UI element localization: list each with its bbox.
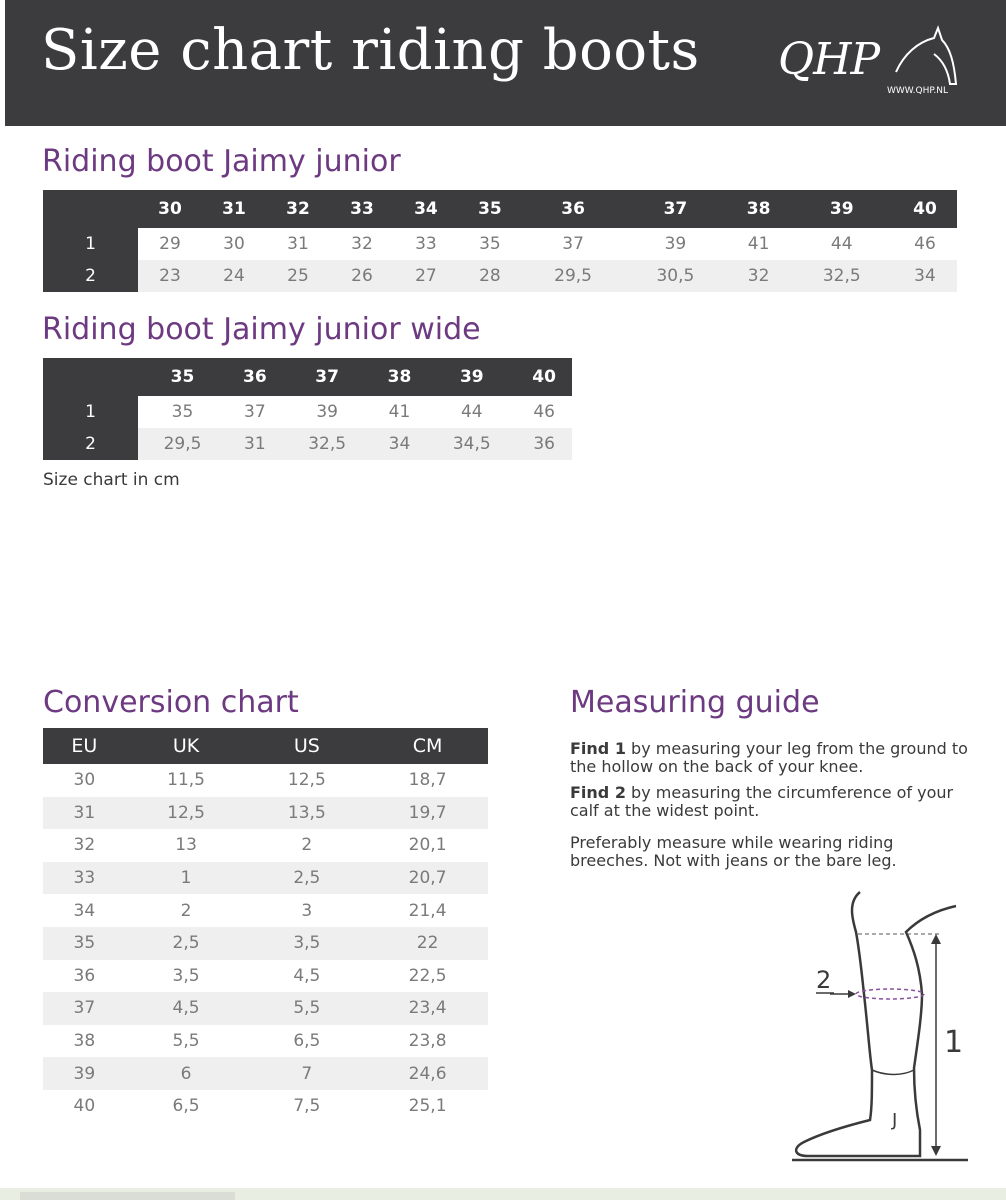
size-header-cell: 35 xyxy=(138,358,227,396)
size-header-cell: 39 xyxy=(791,190,893,228)
measurement-cell: 34,5 xyxy=(427,428,516,460)
conversion-cell: 18,7 xyxy=(408,770,447,791)
measurement-row xyxy=(43,396,572,428)
conversion-cell: 5,5 xyxy=(172,1031,200,1052)
conversion-row xyxy=(43,1025,488,1058)
measurement-cell: 31 xyxy=(227,428,283,460)
find-1-instruction xyxy=(570,740,970,776)
measurement-cell: 35 xyxy=(171,402,194,422)
conversion-cell: 3,5 xyxy=(172,965,200,986)
size-header-cell: 31 xyxy=(202,190,266,228)
conversion-cell: 25,1 xyxy=(408,1096,447,1117)
conversion-cell: 12,5 xyxy=(287,770,326,791)
measurement-cell: 29 xyxy=(159,234,181,254)
logo-text: QHP xyxy=(778,34,880,85)
conversion-cell: 4,5 xyxy=(126,992,247,1025)
size-header-row xyxy=(43,190,957,228)
jaimy-junior-wide-title: Riding boot Jaimy junior wide xyxy=(42,312,481,347)
qhp-logo xyxy=(778,24,958,104)
size-header-cell: 37 xyxy=(283,358,372,396)
find-2-label: Find 2 xyxy=(570,783,626,802)
conversion-cell: 11,5 xyxy=(167,770,205,791)
conversion-cell: 3 xyxy=(301,900,313,921)
jaimy-junior-table xyxy=(43,190,957,292)
find-2-instruction xyxy=(570,784,970,820)
conversion-cell: 37 xyxy=(43,992,126,1025)
measurement-cell: 35 xyxy=(479,234,501,254)
measuring-guide-text xyxy=(570,740,970,878)
measurement-cell: 32,5 xyxy=(283,428,372,460)
size-header-row xyxy=(43,358,572,396)
conversion-cell: 7 xyxy=(246,1057,367,1090)
size-header-cell: 34 xyxy=(394,190,458,228)
size-header-cell: 35 xyxy=(458,190,522,228)
conversion-row xyxy=(43,764,488,797)
measurement-cell: 41 xyxy=(388,402,411,422)
conversion-cell: 31 xyxy=(43,797,126,830)
measurement-cell: 27 xyxy=(394,260,458,292)
measurement-cell: 32,5 xyxy=(791,260,893,292)
size-header-cell: 38 xyxy=(372,358,428,396)
conversion-row xyxy=(43,797,488,830)
conversion-row xyxy=(43,829,488,862)
measurement-row xyxy=(43,228,957,260)
size-header-cell: 30 xyxy=(138,190,202,228)
conversion-cell: 24,6 xyxy=(367,1057,488,1090)
conversion-row xyxy=(43,1057,488,1090)
conversion-row xyxy=(43,862,488,895)
conversion-cell: 21,4 xyxy=(408,900,447,921)
conversion-header-cell: CM xyxy=(367,728,488,764)
measurement-cell: 41 xyxy=(747,234,770,254)
row-label: 1 xyxy=(43,396,138,428)
measurement-cell: 39 xyxy=(316,402,338,422)
conversion-header-cell: US xyxy=(246,728,367,764)
size-header-cell: 40 xyxy=(516,358,572,396)
conversion-cell: 35 xyxy=(43,927,126,960)
conversion-cell: 23,8 xyxy=(408,1031,447,1052)
header-banner xyxy=(5,0,1006,126)
measuring-guide-title: Measuring guide xyxy=(570,685,820,720)
leg-outline xyxy=(796,892,956,1156)
measurement-cell: 34 xyxy=(893,260,957,292)
conversion-cell: 40 xyxy=(73,1096,96,1117)
size-header-cell: 32 xyxy=(266,190,330,228)
measurement-cell: 37 xyxy=(244,402,266,422)
row-label: 2 xyxy=(43,260,138,292)
conversion-cell: 20,7 xyxy=(367,862,488,895)
logo-url: WWW.QHP.NL xyxy=(886,86,948,96)
conversion-row xyxy=(43,927,488,960)
jaimy-junior-wide-table xyxy=(43,358,572,460)
measurement-cell: 33 xyxy=(415,234,437,254)
size-header-cell: 33 xyxy=(330,190,394,228)
measurement-cell: 44 xyxy=(830,234,853,254)
size-chart-note: Size chart in cm xyxy=(43,470,180,490)
conversion-row xyxy=(43,960,488,993)
measurement-cell: 29,5 xyxy=(138,428,227,460)
leg-measurement-diagram xyxy=(790,890,970,1170)
conversion-cell: 39 xyxy=(43,1057,126,1090)
measure-2-label: 2 xyxy=(816,966,832,994)
conversion-chart-title: Conversion chart xyxy=(43,685,299,720)
conversion-cell: 38 xyxy=(73,1031,96,1052)
conversion-cell: 2,5 xyxy=(246,862,367,895)
conversion-row xyxy=(43,894,488,927)
measurement-row xyxy=(43,260,957,292)
conversion-cell: 22,5 xyxy=(408,965,447,986)
measure-1-label: 1 xyxy=(944,1025,964,1060)
conversion-cell: 5,5 xyxy=(246,992,367,1025)
conversion-header-cell: EU xyxy=(43,728,126,764)
conversion-cell: 33 xyxy=(43,862,126,895)
measurement-cell: 37 xyxy=(562,234,584,254)
conversion-cell: 2 xyxy=(301,835,313,856)
size-header-cell: 36 xyxy=(522,190,624,228)
conversion-cell: 1 xyxy=(126,862,247,895)
footer-strip xyxy=(0,1188,1006,1200)
conversion-cell: 3,5 xyxy=(246,927,367,960)
conversion-cell: 32 xyxy=(73,835,96,856)
size-header-cell: 39 xyxy=(427,358,516,396)
measurement-cell: 30,5 xyxy=(624,260,726,292)
measurement-cell: 29,5 xyxy=(522,260,624,292)
measurement-cell: 32 xyxy=(727,260,791,292)
measurement-cell: 34 xyxy=(372,428,428,460)
size-header-cell: 37 xyxy=(624,190,726,228)
measurement-cell: 46 xyxy=(914,234,936,254)
measurement-cell: 28 xyxy=(458,260,522,292)
measurement-cell: 25 xyxy=(266,260,330,292)
conversion-table xyxy=(43,728,488,1123)
measurement-cell: 30 xyxy=(223,234,245,254)
boot-brand-mark: J xyxy=(892,1110,898,1131)
measurement-row xyxy=(43,428,572,460)
row-label: 2 xyxy=(43,428,138,460)
measurement-cell: 32 xyxy=(351,234,373,254)
measurement-cell: 24 xyxy=(202,260,266,292)
measurement-cell: 31 xyxy=(287,234,309,254)
measurement-cell: 46 xyxy=(533,402,555,422)
conversion-cell: 6,5 xyxy=(172,1096,200,1117)
conversion-cell: 30 xyxy=(73,770,96,791)
conversion-cell: 36 xyxy=(73,965,96,986)
find-1-text: by measuring your leg from the ground to the hollow on the back of your knee. xyxy=(570,739,968,776)
size-header-cell: 36 xyxy=(227,358,283,396)
measurement-cell: 39 xyxy=(664,234,687,254)
conversion-cell: 23,4 xyxy=(367,992,488,1025)
conversion-cell: 13,5 xyxy=(246,797,367,830)
conversion-cell: 6,5 xyxy=(293,1031,321,1052)
conversion-header-cell: UK xyxy=(126,728,247,764)
conversion-row xyxy=(43,1090,488,1123)
size-header-cell: 40 xyxy=(893,190,957,228)
measuring-tip: Preferably measure while wearing riding breeches. Not with jeans or the bare leg. xyxy=(570,833,897,870)
conversion-header-row xyxy=(43,728,488,764)
conversion-cell: 2,5 xyxy=(126,927,247,960)
conversion-cell: 20,1 xyxy=(408,835,447,856)
corner-cell xyxy=(43,358,138,396)
conversion-cell: 7,5 xyxy=(293,1096,321,1117)
corner-cell xyxy=(43,190,138,228)
page-title: Size chart riding boots xyxy=(41,18,700,83)
row-label: 1 xyxy=(43,228,138,260)
calf-circumference xyxy=(856,989,924,999)
jaimy-junior-title: Riding boot Jaimy junior xyxy=(42,144,401,179)
conversion-cell: 4,5 xyxy=(293,965,321,986)
measurement-cell: 26 xyxy=(330,260,394,292)
measurement-cell: 23 xyxy=(138,260,202,292)
conversion-cell: 22 xyxy=(367,927,488,960)
conversion-cell: 12,5 xyxy=(126,797,247,830)
measurement-cell: 44 xyxy=(460,402,483,422)
size-header-cell: 38 xyxy=(727,190,791,228)
conversion-row xyxy=(43,992,488,1025)
conversion-cell: 34 xyxy=(73,900,96,921)
conversion-cell: 6 xyxy=(126,1057,247,1090)
find-2-text: by measuring the circumference of your calf at the widest point. xyxy=(570,783,954,820)
conversion-cell: 13 xyxy=(175,835,197,856)
measurement-cell: 36 xyxy=(516,428,572,460)
conversion-cell: 19,7 xyxy=(367,797,488,830)
find-1-label: Find 1 xyxy=(570,739,626,758)
conversion-cell: 2 xyxy=(180,900,192,921)
